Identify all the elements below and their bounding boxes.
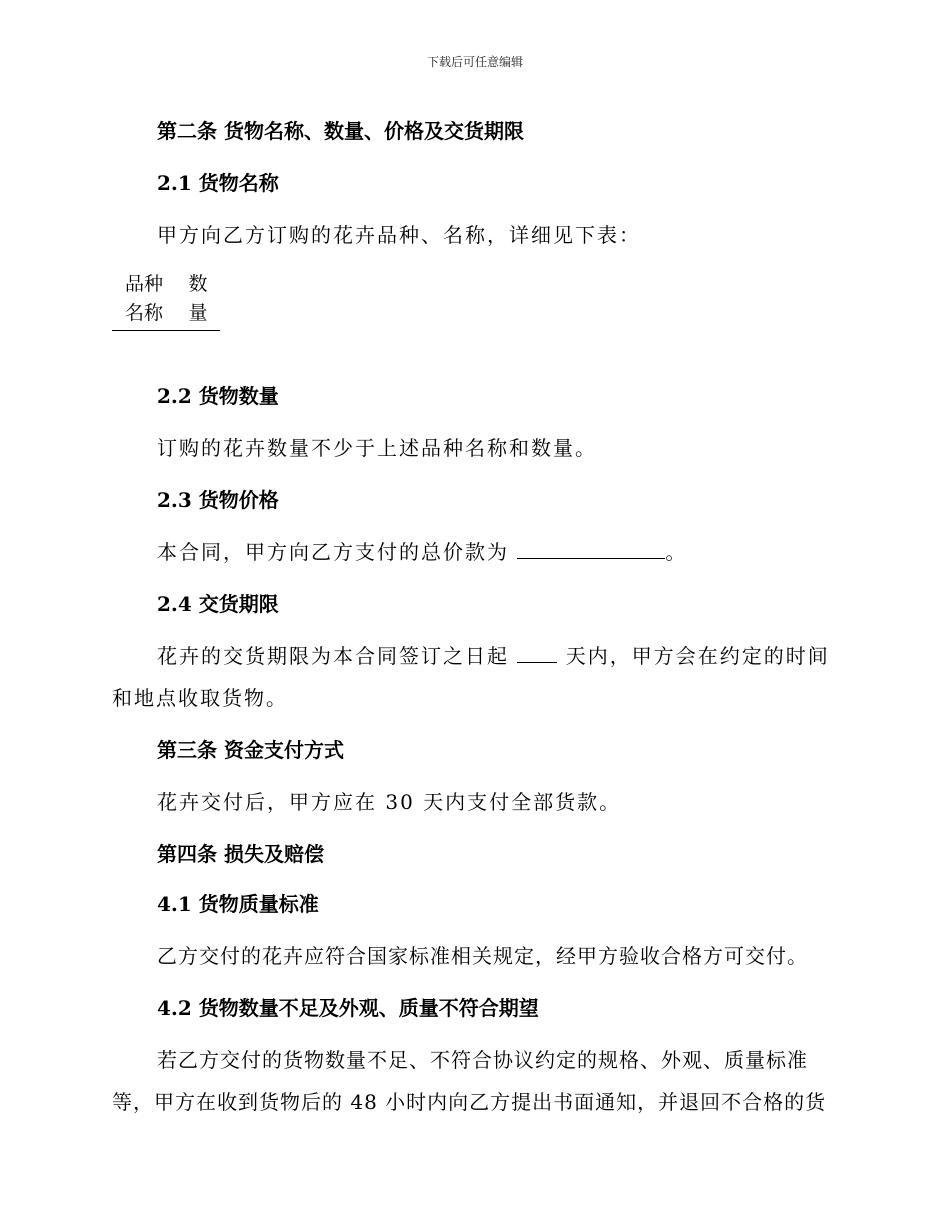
table-header-variety-line1: 品种 [124,273,163,295]
section-2-4-text [157,640,950,669]
section-2-1-text: 甲方向乙方订购的花卉品种、名称，详细见下表： [157,223,641,247]
section-2-4-text-before: 花卉的交货期限为本合同签订之日起 [157,644,509,668]
page-header-note: 下载后可任意编辑 [426,55,523,69]
section-2-3-text-after: 。 [665,540,688,564]
section-4-1-title: 4.1 货物质量标准 [157,892,319,916]
table-header-quantity-line2: 量 [188,302,208,324]
delivery-days-blank [517,644,557,663]
section-4-2-text: 若乙方交付的货物数量不足、不符合协议约定的规格、外观、质量标准 [157,1048,808,1072]
section-4-2-text-cont: 等，甲方在收到货物后的 48 小时内向乙方提出书面通知，并退回不合格的货 [112,1090,827,1114]
table-header-variety-line2: 名称 [124,302,163,324]
section-2-3-title: 2.3 货物价格 [157,488,279,512]
section-2-4-text-after: 天内，甲方会在约定的时间 [565,644,830,668]
section-2-3-text [157,536,950,565]
section-2-4-title: 2.4 交货期限 [157,592,279,616]
section-2-2-text: 订购的花卉数量不少于上述品种名称和数量。 [157,436,597,460]
article-2-title: 第二条 货物名称、数量、价格及交货期限 [157,119,524,143]
section-4-1-text: 乙方交付的花卉应符合国家标准相关规定，经甲方验收合格方可交付。 [157,944,808,968]
section-4-2-title: 4.2 货物数量不足及外观、质量不符合期望 [157,996,539,1020]
section-2-2-title: 2.2 货物数量 [157,384,279,408]
table-header-quantity-line1: 数 [188,273,208,295]
section-2-3-text-before: 本合同，甲方向乙方支付的总价款为 [157,540,509,564]
total-price-blank [517,540,665,559]
article-3-text: 花卉交付后，甲方应在 30 天内支付全部货款。 [157,790,622,814]
goods-table [112,270,220,331]
section-2-4-text-cont: 和地点收取货物。 [112,686,288,710]
section-2-1-title: 2.1 货物名称 [157,171,279,195]
article-3-title: 第三条 资金支付方式 [157,738,344,762]
article-4-title: 第四条 损失及赔偿 [157,842,324,866]
